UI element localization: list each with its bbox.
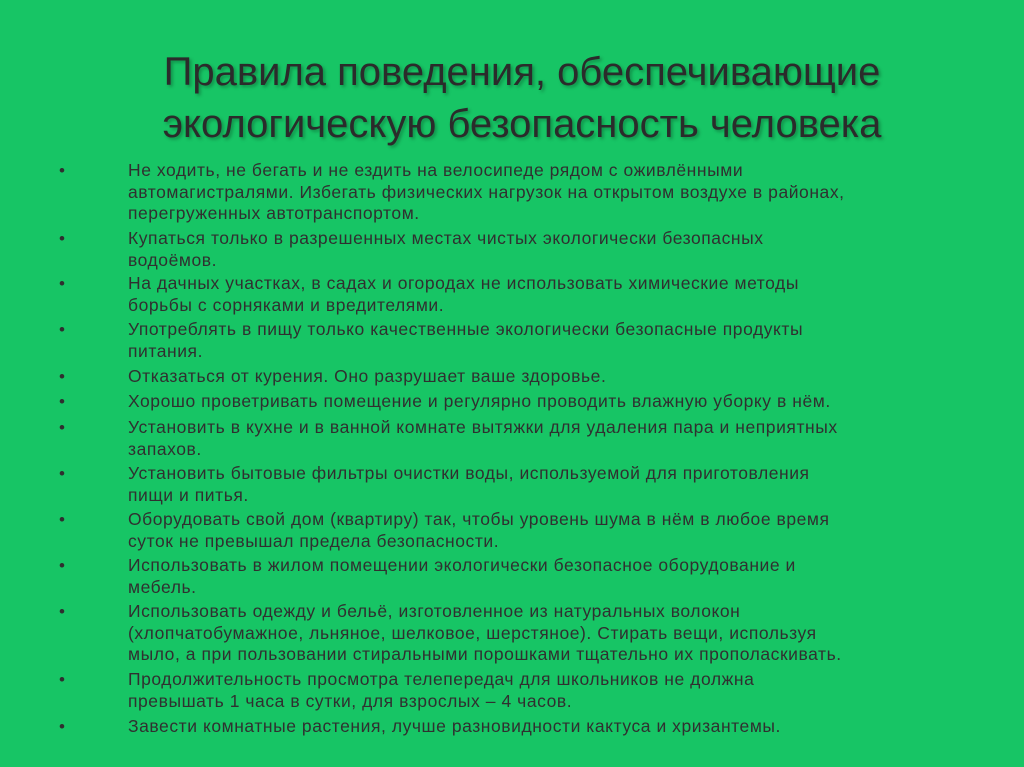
list-item-text: Установить бытовые фильтры очистки воды, используемой для приготовления пищи и питья. xyxy=(128,463,810,505)
list-item-text: Не ходить, не бегать и не ездить на велосипеде рядом с оживлёнными автомагистралями. Избегать физических нагрузок на открытом воздухе в районах, перегруженных автотранспортом. xyxy=(128,160,845,223)
list-item-text: Хорошо проветривать помещение и регулярно проводить влажную уборку в нём. xyxy=(128,391,831,411)
bullet-icon: • xyxy=(59,556,65,575)
list-item-text: Установить в кухне и в ванной комнате вытяжки для удаления пара и неприятных запахов. xyxy=(128,417,838,459)
list-item-text: Использовать одежду и бельё, изготовленное из натуральных волокон (хлопчатобумажное, льняное, шелковое, шерстяное). Стирать вещи, используя мыло, а при пользовании стиральными порошками тщательно их прополаскивать. xyxy=(128,601,842,664)
bullet-icon: • xyxy=(59,392,65,411)
list-item-text: Использовать в жилом помещении экологически безопасное оборудование и мебель. xyxy=(128,555,796,597)
list-item-text: Купаться только в разрешенных местах чистых экологически безопасных водоёмов. xyxy=(128,228,764,270)
bullet-icon: • xyxy=(59,418,65,437)
list-item-text: Продолжительность просмотра телепередач для школьников не должна превышать 1 часа в сутки, для взрослых – 4 часов. xyxy=(128,669,755,711)
bullet-icon: • xyxy=(59,670,65,689)
bullet-icon: • xyxy=(59,367,65,386)
bullet-icon: • xyxy=(59,717,65,736)
bullet-icon: • xyxy=(59,229,65,248)
bullet-icon: • xyxy=(59,602,65,621)
list-item-text: Отказаться от курения. Оно разрушает ваше здоровье. xyxy=(128,366,607,386)
list-item-text: Завести комнатные растения, лучше разновидности кактуса и хризантемы. xyxy=(128,716,781,736)
bullet-icon: • xyxy=(59,274,65,293)
slide-title: Правила поведения, обеспечивающие экологическую безопасность человека xyxy=(162,50,882,146)
list-item-text: Употреблять в пищу только качественные экологически безопасные продукты питания. xyxy=(128,319,804,361)
bullet-icon: • xyxy=(59,510,65,529)
list-item-text: Оборудовать свой дом (квартиру) так, чтобы уровень шума в нём в любое время суток не превышал предела безопасности. xyxy=(128,509,830,551)
bullet-icon: • xyxy=(59,320,65,339)
bullet-icon: • xyxy=(59,161,65,180)
list-item-text: На дачных участках, в садах и огородах не использовать химические методы борьбы с сорняками и вредителями. xyxy=(128,273,799,315)
bullet-icon: • xyxy=(59,464,65,483)
